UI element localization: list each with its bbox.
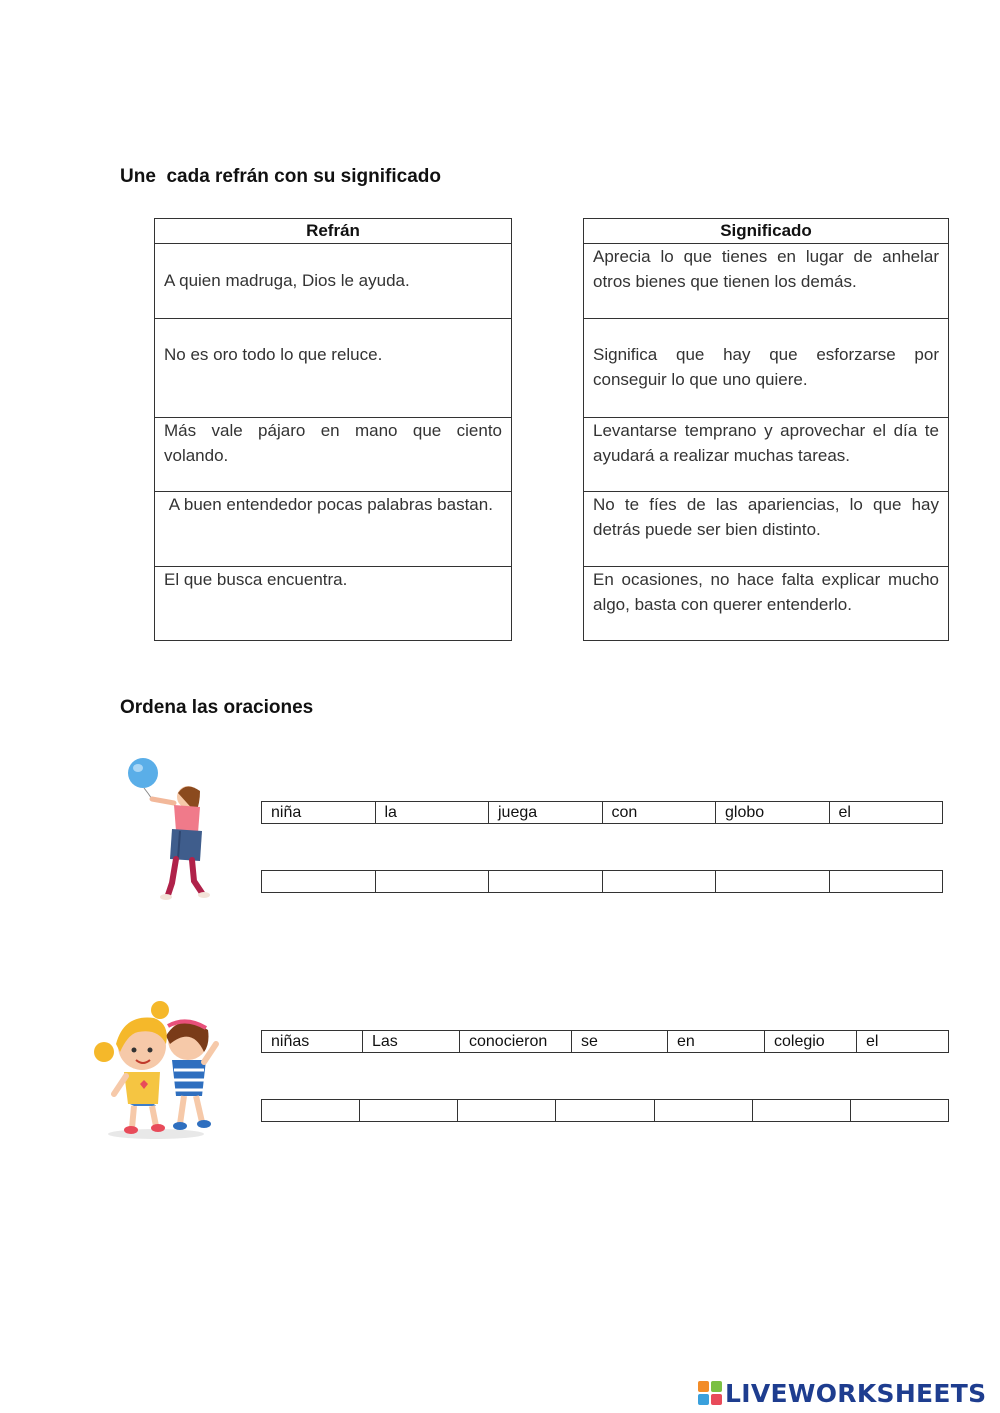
word-tile[interactable]: con — [602, 802, 716, 824]
significado-cell[interactable]: Aprecia lo que tienes en lugar de anhelar otros bienes que tienen los demás. — [584, 244, 949, 319]
liveworksheets-logo-text: LIVEWORKSHEETS — [725, 1378, 987, 1408]
answer-box[interactable] — [829, 871, 943, 893]
sentence2-answer-row — [261, 1099, 949, 1122]
logo-square — [711, 1394, 722, 1405]
answer-box[interactable] — [850, 1100, 948, 1122]
two-girls-image — [88, 1000, 223, 1142]
answer-box[interactable] — [375, 871, 489, 893]
word-tile[interactable]: niñas — [262, 1031, 363, 1053]
refran-cell[interactable]: Más vale pájaro en mano que ciento volando. — [155, 418, 512, 492]
word-tile[interactable]: niña — [262, 802, 376, 824]
significado-cell[interactable]: No te fíes de las apariencias, lo que hay detrás puede ser bien distinto. — [584, 492, 949, 567]
section-title-refranes: Une cada refrán con su significado — [120, 166, 441, 187]
sentence2-words-row — [261, 1030, 949, 1053]
refran-cell[interactable]: No es oro todo lo que reluce. — [155, 319, 512, 418]
refran-cell[interactable]: A buen entendedor pocas palabras bastan. — [155, 492, 512, 567]
word-tile[interactable]: en — [668, 1031, 765, 1053]
word-tile[interactable]: colegio — [765, 1031, 857, 1053]
logo-square — [698, 1394, 709, 1405]
answer-box[interactable] — [360, 1100, 458, 1122]
refran-cell[interactable]: El que busca encuentra. — [155, 567, 512, 641]
word-tile[interactable]: la — [375, 802, 489, 824]
answer-box[interactable] — [489, 871, 603, 893]
word-tile[interactable]: juega — [489, 802, 603, 824]
answer-box[interactable] — [654, 1100, 752, 1122]
word-tile[interactable]: conocieron — [460, 1031, 572, 1053]
section-title-ordena: Ordena las oraciones — [120, 697, 314, 718]
significado-cell[interactable]: En ocasiones, no hace falta explicar mucho algo, basta con querer entenderlo. — [584, 567, 949, 641]
answer-box[interactable] — [262, 871, 376, 893]
word-tile[interactable]: globo — [716, 802, 830, 824]
answer-box[interactable] — [602, 871, 716, 893]
answer-box[interactable] — [262, 1100, 360, 1122]
liveworksheets-logo[interactable] — [698, 1378, 986, 1408]
significado-table — [583, 218, 949, 641]
refran-cell[interactable]: A quien madruga, Dios le ayuda. — [155, 244, 512, 319]
significado-cell[interactable]: Levantarse temprano y aprovechar el día te ayudará a realizar muchas tareas. — [584, 418, 949, 492]
word-tile[interactable]: el — [829, 802, 943, 824]
word-tile[interactable]: se — [572, 1031, 668, 1053]
logo-square — [711, 1381, 722, 1392]
significado-header: Significado — [584, 219, 949, 244]
refran-header: Refrán — [155, 219, 512, 244]
sentence1-words-row — [261, 801, 943, 824]
logo-square — [698, 1381, 709, 1392]
girl-balloon-image — [118, 755, 218, 905]
liveworksheets-logo-icon — [698, 1381, 722, 1405]
word-tile[interactable]: el — [857, 1031, 949, 1053]
answer-box[interactable] — [716, 871, 830, 893]
answer-box[interactable] — [752, 1100, 850, 1122]
significado-cell[interactable]: Significa que hay que esforzarse por conseguir lo que uno quiere. — [584, 319, 949, 418]
answer-box[interactable] — [556, 1100, 654, 1122]
word-tile[interactable]: Las — [363, 1031, 460, 1053]
sentence1-answer-row — [261, 870, 943, 893]
answer-box[interactable] — [458, 1100, 556, 1122]
refran-table — [154, 218, 512, 641]
